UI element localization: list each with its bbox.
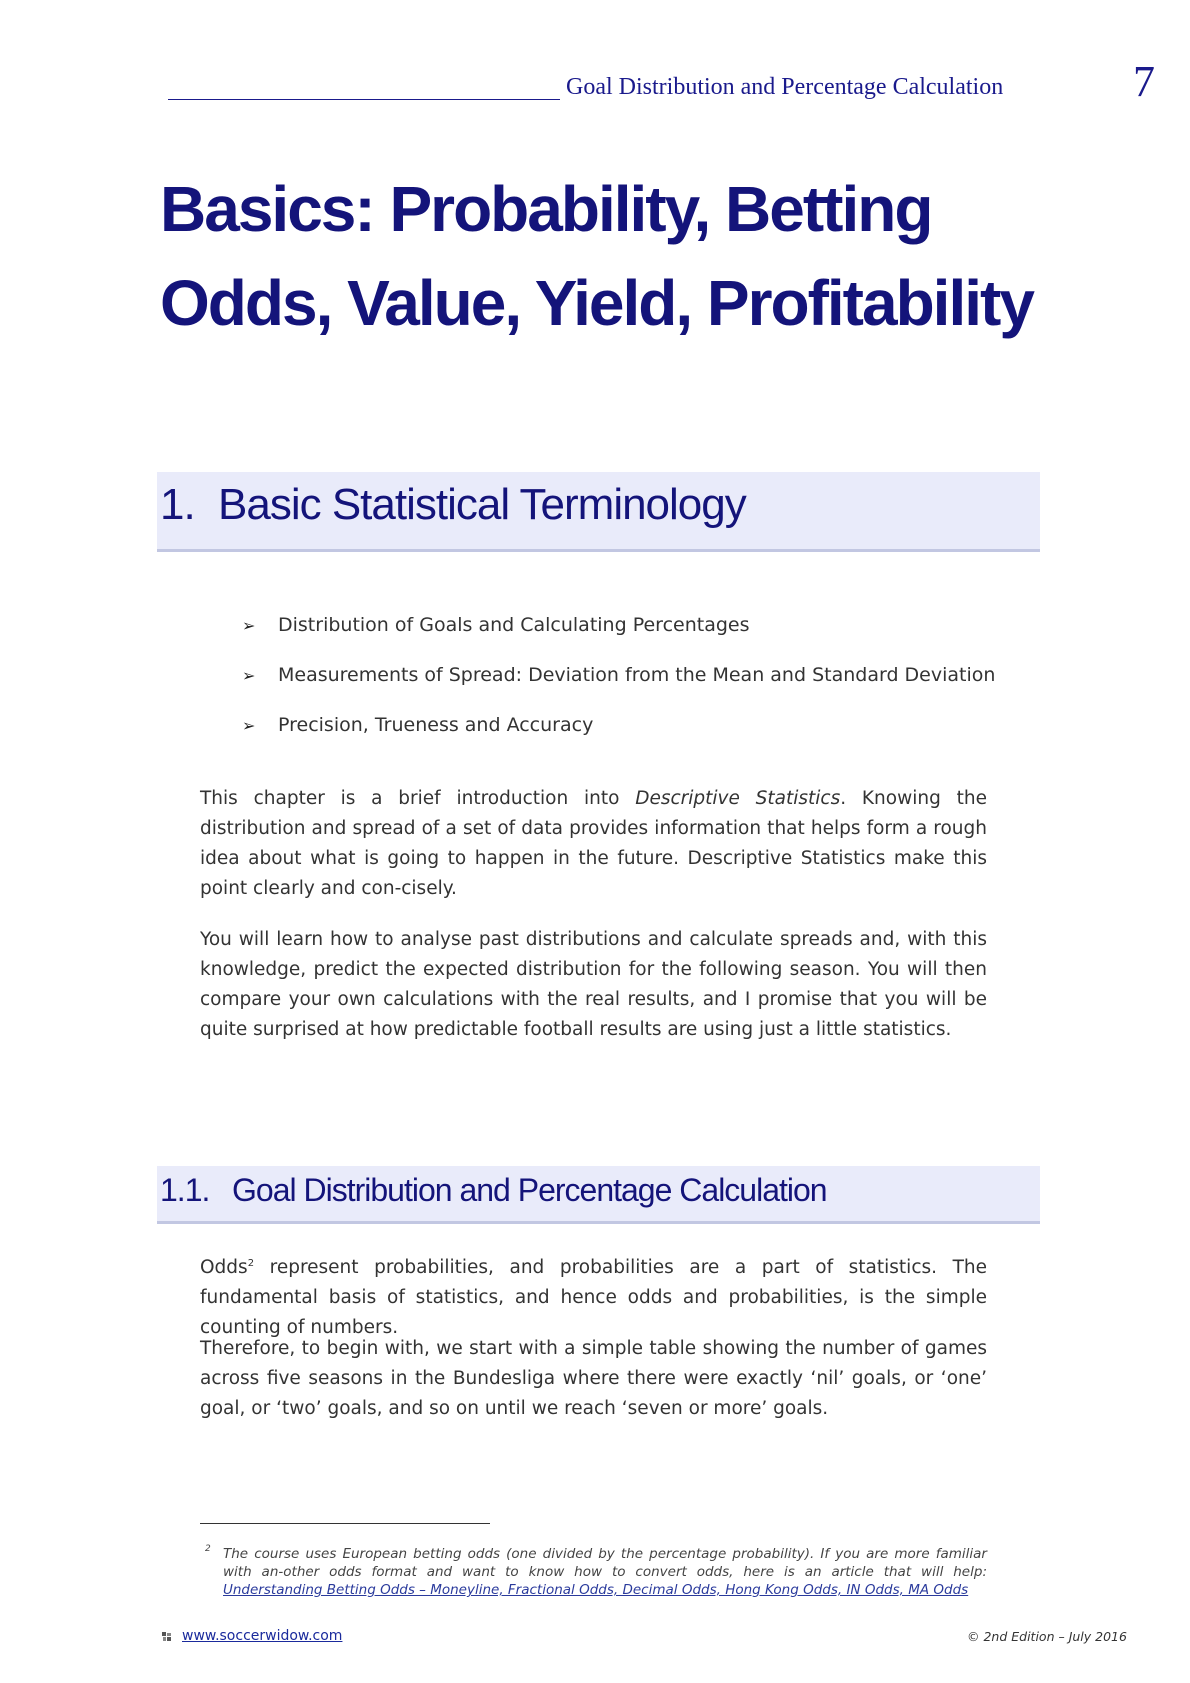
- soccerwidow-logo-icon: [162, 1632, 172, 1642]
- intro-paragraph-1: [200, 784, 987, 904]
- section-1-1-band-rule: [157, 1221, 1040, 1224]
- section-1-band-rule: [157, 549, 1040, 552]
- list-item: [242, 650, 995, 700]
- section-1-heading: [160, 480, 746, 530]
- footnote-separator: [200, 1523, 490, 1524]
- section-1-1-heading: [160, 1172, 827, 1209]
- intro-paragraph-2: You will learn how to analyse past distributions and calculate spreads and, with this knowledge, predict the expected distribution for the following season. You will then compare your own calculations with the real results, and I promise that you will be quite surprised at how predictable football results are using just a little statistics.: [200, 929, 987, 1040]
- bullet-text: Measurements of Spread: Deviation from the Mean and Standard Deviation: [278, 664, 996, 686]
- section-1-1-number: 1.1.: [160, 1172, 210, 1208]
- table-intro-paragraph: Therefore, to begin with, we start with a simple table showing the number of games across five seasons in the Bundesliga where there were exactly ‘nil’ goals, or ‘one’ goal, or ‘two’ goals, and so on until we reach ‘seven or more’ goals.: [200, 1338, 987, 1419]
- chapter-title: [160, 162, 1060, 350]
- edition-note: © 2nd Edition – July 2016: [967, 1629, 1127, 1644]
- footnote-body: The course uses European betting odds (one divided by the percentage probability). If you are more familiar with an-other odds format and want to know how to convert odds, here is an article that will help:: [223, 1546, 987, 1580]
- odds-paragraph: [200, 1253, 987, 1343]
- paragraph-text: Odds: [200, 1257, 248, 1278]
- emphasized-term: Descriptive Statistics: [635, 788, 841, 809]
- arrow-bullet-icon: ➢: [242, 665, 256, 685]
- bullet-text: Precision, Trueness and Accuracy: [278, 714, 594, 736]
- header-rule: [168, 99, 560, 100]
- section-1-number: 1.: [160, 480, 195, 529]
- list-item: [242, 700, 995, 750]
- section-1-title: Basic Statistical Terminology: [218, 480, 746, 529]
- understanding-betting-odds-link[interactable]: Understanding Betting Odds – Moneyline, Fractional Odds, Decimal Odds, Hong Kong Odds, IN Odds, MA Odds: [223, 1582, 969, 1598]
- bullet-text: Distribution of Goals and Calculating Percentages: [278, 614, 750, 636]
- page-number: 7: [1133, 57, 1155, 106]
- footnote: [205, 1545, 987, 1599]
- topic-bullet-list: [242, 600, 995, 750]
- footnote-reference[interactable]: 2: [247, 1257, 255, 1269]
- footnote-text: [223, 1545, 987, 1599]
- running-header-title: Goal Distribution and Percentage Calculation: [566, 74, 1004, 100]
- footnote-number: 2: [205, 1544, 211, 1554]
- paragraph-text: represent probabilities, and probabilities are a part of statistics. The fundamental basis of statistics, and hence odds and probabilities, is the simple counting of numbers.: [200, 1257, 987, 1338]
- arrow-bullet-icon: ➢: [242, 715, 256, 735]
- chapter-title-line-2: Odds, Value, Yield, Profitability: [160, 267, 1033, 339]
- paragraph-text: . Knowing the distribution and spread of a set of data provides information that helps form a rough idea about what is going to happen in the future. Descriptive Statistics make this point clearly and con-cisely.: [200, 788, 987, 899]
- paragraph-text: This chapter is a brief introduction into: [200, 788, 636, 809]
- arrow-bullet-icon: ➢: [242, 615, 256, 635]
- website-link[interactable]: www.soccerwidow.com: [182, 1628, 343, 1644]
- chapter-title-line-1: Basics: Probability, Betting: [160, 173, 932, 245]
- list-item: [242, 600, 995, 650]
- section-1-1-title: Goal Distribution and Percentage Calculation: [232, 1172, 827, 1208]
